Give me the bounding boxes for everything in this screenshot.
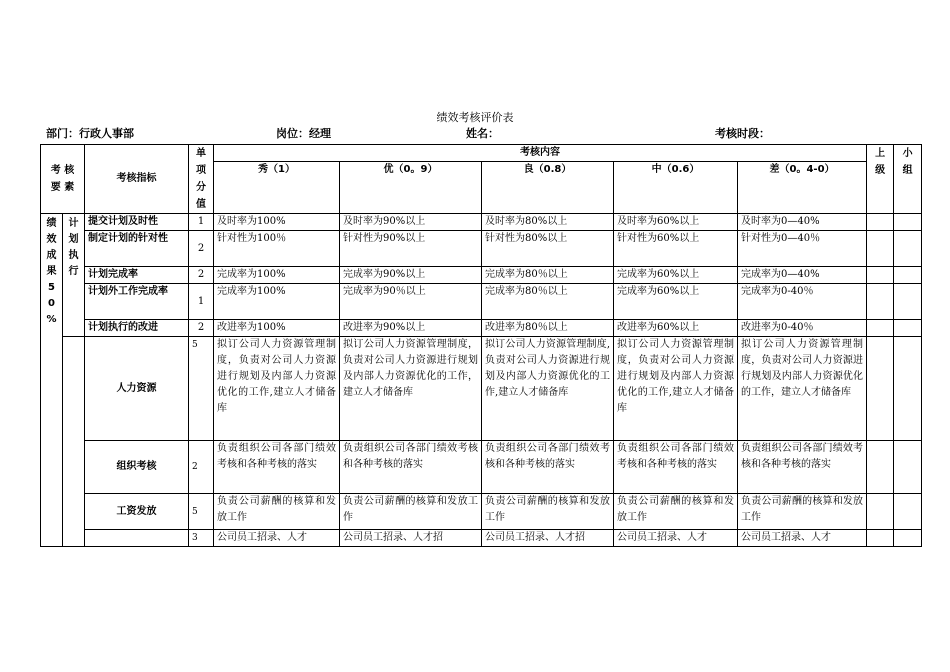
grade-cell: 公司员工招录、人才招: [340, 530, 482, 547]
grade-cell: 及时率为90%以上: [340, 214, 482, 231]
group-performance: 绩效成果 5 0 %: [41, 214, 63, 547]
grade-cell: 及时率为100%: [214, 214, 340, 231]
superior-score-cell[interactable]: [867, 337, 894, 441]
evaluation-table: [40, 144, 922, 547]
grade-very-good: 优（0。9）: [340, 162, 482, 214]
table-row: [41, 337, 922, 441]
weight-cell: 2: [189, 231, 214, 267]
header-element: 考 核 要 素: [41, 145, 85, 214]
header-weight: 单 项 分 值: [189, 145, 214, 214]
grade-cell: 完成率为100%: [214, 284, 340, 320]
indicator-cell: 制定计划的针对性: [85, 231, 189, 267]
grade-cell: 公司员工招录、人才: [214, 530, 340, 547]
document-title: 绩效考核评价表: [436, 111, 514, 124]
header-group: 小 组: [894, 145, 922, 214]
grade-cell: 及时率为60%以上: [614, 214, 738, 231]
group-score-cell[interactable]: [894, 337, 922, 441]
grade-poor: 差（0。4-0）: [738, 162, 867, 214]
grade-cell: 公司员工招录、人才: [614, 530, 738, 547]
superior-score-cell[interactable]: [867, 214, 894, 231]
grade-cell: 完成率为0—40%: [738, 267, 867, 284]
weight-cell: 3: [189, 530, 214, 547]
indicator-cell: 计划完成率: [85, 267, 189, 284]
table-row: [41, 441, 922, 494]
grade-cell: 针对性为0—40％: [738, 231, 867, 267]
grade-cell: 负责公司薪酬的核算和发放工作: [214, 494, 340, 530]
table-row: [41, 320, 922, 337]
grade-cell: 负责组织公司各部门绩效考核和各种考核的落实: [482, 441, 614, 494]
indicator-cell: 工资发放: [85, 494, 189, 530]
table-row: [41, 530, 922, 547]
weight-cell: 2: [189, 320, 214, 337]
table-row: [41, 494, 922, 530]
group-blank-cell: [63, 337, 85, 547]
weight-cell: 1: [189, 284, 214, 320]
grade-cell: 完成率为90％以上: [340, 284, 482, 320]
indicator-cell: 计划执行的改进: [85, 320, 189, 337]
header-content: 考核内容: [214, 145, 867, 162]
superior-score-cell[interactable]: [867, 320, 894, 337]
weight-cell: 5: [189, 494, 214, 530]
grade-cell: 负责组织公司各部门绩效考核和各种考核的落实: [340, 441, 482, 494]
grade-average: 中（0.6）: [614, 162, 738, 214]
grade-cell: 完成率为90%以上: [340, 267, 482, 284]
grade-cell: 及时率为0—40%: [738, 214, 867, 231]
grade-cell: 拟订公司人力资源管理制度，负责对公司人力资源进行规划及内部人力资源优化的工作，建立人才储备库: [340, 337, 482, 441]
grade-cell: 改进率为0-40％: [738, 320, 867, 337]
grade-cell: 公司员工招录、人才: [738, 530, 867, 547]
weight-cell: 2: [189, 267, 214, 284]
grade-cell: 针对性为100％: [214, 231, 340, 267]
group-score-cell[interactable]: [894, 231, 922, 267]
grade-good: 良（0.8）: [482, 162, 614, 214]
superior-score-cell[interactable]: [867, 441, 894, 494]
indicator-cell: 人力资源: [85, 337, 189, 441]
grade-cell: 针对性为60%以上: [614, 231, 738, 267]
superior-score-cell[interactable]: [867, 267, 894, 284]
superior-score-cell[interactable]: [867, 530, 894, 547]
grade-cell: 针对性为80%以上: [482, 231, 614, 267]
grade-cell: 针对性为90%以上: [340, 231, 482, 267]
group-score-cell[interactable]: [894, 320, 922, 337]
table-row: [41, 267, 922, 284]
grade-cell: 完成率为60%以上: [614, 284, 738, 320]
group-plan-execution: 计 划 执 行: [63, 214, 85, 337]
grade-cell: 负责公司薪酬的核算和发放工作: [482, 494, 614, 530]
grade-cell: 完成率为100%: [214, 267, 340, 284]
group-score-cell[interactable]: [894, 284, 922, 320]
grade-cell: 负责公司薪酬的核算和发放工作: [738, 494, 867, 530]
grade-cell: 负责组织公司各部门绩效考核和各种考核的落实: [738, 441, 867, 494]
grade-cell: 拟订公司人力资源管理制度，负责对公司人力资源进行规划及内部人力资源优化的工作,建立人才储备库: [614, 337, 738, 441]
grade-cell: 负责组织公司各部门绩效考核和各种考核的落实: [214, 441, 340, 494]
grade-cell: 完成率为60%以上: [614, 267, 738, 284]
indicator-cell: [85, 530, 189, 547]
superior-score-cell[interactable]: [867, 284, 894, 320]
weight-cell: 2: [189, 441, 214, 494]
header-indicator: 考核指标: [85, 145, 189, 214]
table-row: [41, 231, 922, 267]
indicator-cell: 组织考核: [85, 441, 189, 494]
group-score-cell[interactable]: [894, 214, 922, 231]
group-score-cell[interactable]: [894, 530, 922, 547]
grade-cell: 完成率为80％以上: [482, 284, 614, 320]
position-label: 岗位：经理: [276, 127, 331, 140]
grade-cell: 完成率为80％以上: [482, 267, 614, 284]
grade-cell: 改进率为100%: [214, 320, 340, 337]
grade-cell: 改进率为90%以上: [340, 320, 482, 337]
grade-cell: 拟订公司人力资源管理制度，负责对公司人力资源进行规划及内部人力资源优化的工作,建立人才储备库: [214, 337, 340, 441]
group-score-cell[interactable]: [894, 441, 922, 494]
superior-score-cell[interactable]: [867, 231, 894, 267]
indicator-cell: 计划外工作完成率: [85, 284, 189, 320]
grade-cell: 改进率为60%以上: [614, 320, 738, 337]
indicator-cell: 提交计划及时性: [85, 214, 189, 231]
grade-cell: 拟订公司人力资源管理制度，负责对公司人力资源进行规划及内部人力资源优化的工作，建立人才储备库: [738, 337, 867, 441]
group-score-cell[interactable]: [894, 494, 922, 530]
header-superior: 上 级: [867, 145, 894, 214]
period-label: 考核时段：: [715, 127, 770, 140]
table-row: [41, 214, 922, 231]
grade-cell: 改进率为80％以上: [482, 320, 614, 337]
grade-cell: 公司员工招录、人才招: [482, 530, 614, 547]
grade-excellent: 秀（1）: [214, 162, 340, 214]
weight-cell: 1: [189, 214, 214, 231]
grade-cell: 及时率为80%以上: [482, 214, 614, 231]
weight-cell: 5: [189, 337, 214, 441]
table-row: [41, 284, 922, 320]
name-label: 姓名：: [466, 127, 499, 140]
grade-cell: 完成率为0-40％: [738, 284, 867, 320]
grade-cell: 负责组织公司各部门绩效考核和各种考核的落实: [614, 441, 738, 494]
department-label: 部门：行政人事部: [46, 127, 134, 140]
superior-score-cell[interactable]: [867, 494, 894, 530]
grade-cell: 负责公司薪酬的核算和发放工作: [340, 494, 482, 530]
group-score-cell[interactable]: [894, 267, 922, 284]
grade-cell: 拟订公司人力资源管理制度,负责对公司人力资源进行规划及内部人力资源优化的工作,建立人才储备库: [482, 337, 614, 441]
grade-cell: 负责公司薪酬的核算和发放工作: [614, 494, 738, 530]
